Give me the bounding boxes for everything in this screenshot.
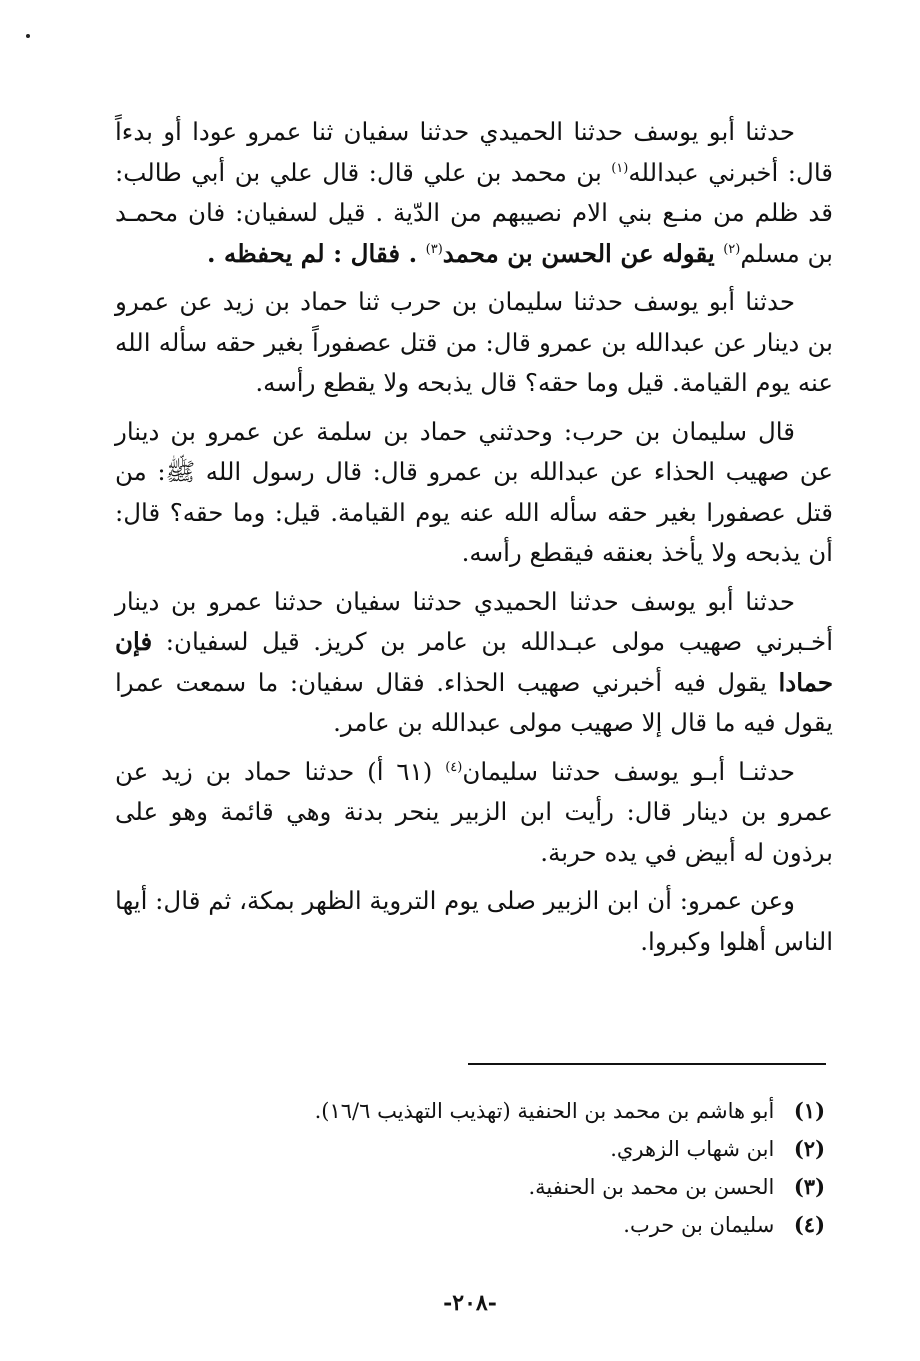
page-number: -٢٠٨- xyxy=(443,1290,497,1316)
footnote-3: (٣) الحسن بن محمد بن الحنفية. xyxy=(528,1174,825,1199)
footnote-1: (١) أبو هاشم بن محمد بن الحنفية (تهذيب التهذيب ١٦/٦). xyxy=(314,1098,825,1123)
paragraph-1: حدثنا أبو يوسف حدثنا الحميدي حدثنا سفيان ثنا عمرو عودا أو بدءاً قال: أخبرني عبدالله$^{(١)}$ بن محمد بن علي قال: قال علي بن أبي طالب: قد ظلم من منـع بني الام نصيبهم من الدّية . قيل لسفيان: فان محمـد بن مسلم$^{(٢)}$ يقوله عن الحسن بن محمد$^{(٣)}$ . فقال : لم يحفظه . xyxy=(115,117,833,268)
main-text xyxy=(115,112,833,970)
footnote-marker-4: (٤) xyxy=(445,759,463,775)
footnote-marker-1: (١) xyxy=(611,160,629,176)
footnote-divider xyxy=(468,1063,826,1065)
paragraph-5: حدثنـا أبـو يوسف حدثنا سليمان$^{(٤)}$ (٦١ أ) حدثنا حماد بن زيد عن عمرو بن دينار قال: رأيت ابن الزبير ينحر بدنة وهي قائمة وهو على برذون له أبيض في يده حربة. xyxy=(115,756,833,867)
paragraph-4: حدثنا أبو يوسف حدثنا الحميدي حدثنا سفيان حدثنا عمرو بن دينار أخـبرني صهيب مولى عبـدالله بن عامر بن كريز. قيل لسفيان: فإن حمادا يقول فيه أخبرني صهيب الحذاء. فقال سفيان: ما سمعت عمرا يقول فيه ما قال إلا صهيب مولى عبدالله بن عامر. xyxy=(115,586,833,737)
paragraph-6: وعن عمرو: أن ابن الزبير صلى يوم التروية الظهر بمكة، ثم قال: أيها الناس أهلوا وكبروا. xyxy=(115,886,833,956)
paragraph-2: حدثنا أبو يوسف حدثنا سليمان بن حرب ثنا حماد بن زيد عن عمرو بن دينار عن عبدالله بن عمرو قال: من قتل عصفوراً بغير حقه سأله الله عنه يوم القيامة. قيل وما حقه؟ قال يذبحه ولا يقطع رأسه. xyxy=(115,287,833,397)
scan-speck xyxy=(26,34,30,38)
footnote-4: (٤) سليمان بن حرب. xyxy=(623,1212,825,1237)
footnote-marker-2: (٢) xyxy=(723,241,741,257)
footnotes xyxy=(265,1092,825,1244)
footnote-marker-3: (٣) xyxy=(425,241,443,257)
paragraph-3: قال سليمان بن حرب: وحدثني حماد بن سلمة عن عمرو بن دينار عن صهيب الحذاء عن عبدالله بن عمرو قال: قال رسول الله ﷺ: من قتل عصفورا بغير حقه سأله الله عنه يوم القيامة. قيل: وما حقه؟ قال: أن يذبحه ولا يأخذ بعنقه فيقطع رأسه. xyxy=(115,416,833,567)
footnote-2: (٢) ابن شهاب الزهري. xyxy=(610,1136,825,1161)
